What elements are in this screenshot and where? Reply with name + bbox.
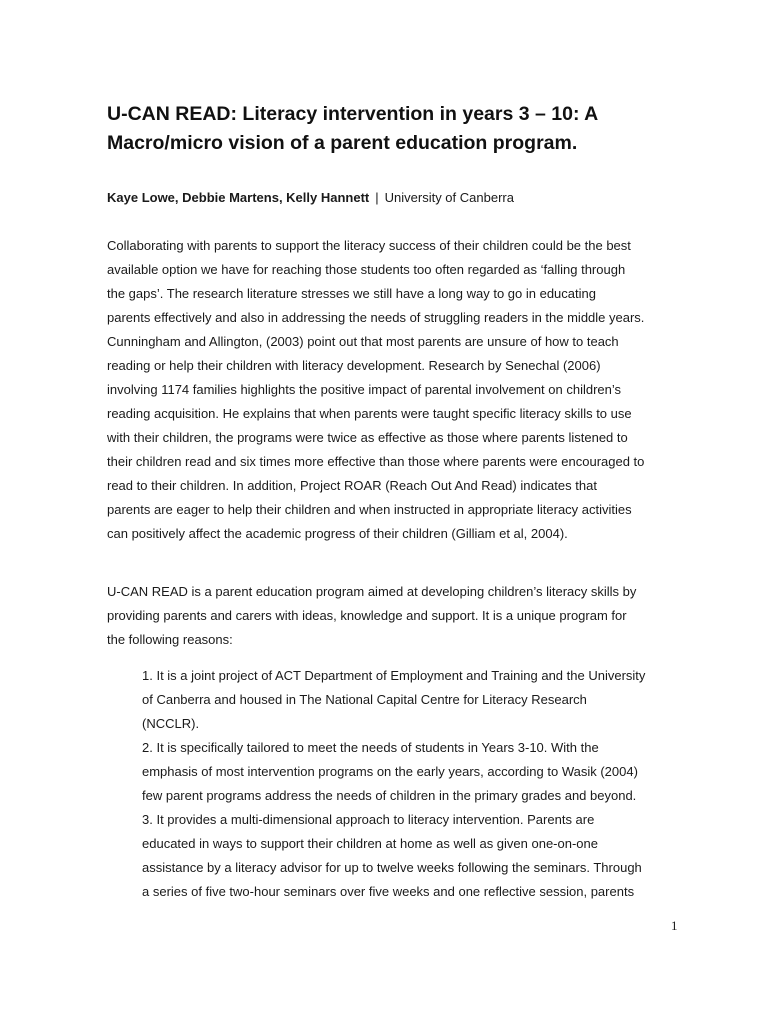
paragraph-line: read to their children. In addition, Project ROAR (Reach Out And Read) indicates that [107,478,597,493]
paragraph-program [107,580,687,652]
list-item [142,808,702,904]
authors: Kaye Lowe, Debbie Martens, Kelly Hannett [107,190,370,205]
paragraph-line: involving 1174 families highlights the positive impact of parental involvement on children’s [107,382,622,397]
paragraph-line: reading acquisition. He explains that when parents were taught specific literacy skills to use [107,406,632,421]
paragraph-line: available option we have for reaching those students too often regarded as ‘falling through [107,262,626,277]
paragraph-line: parents effectively and also in addressing the needs of struggling readers in the middle years. [107,310,645,325]
paragraph-line: U-CAN READ is a parent education program aimed at developing children’s literacy skills by [107,584,637,599]
list-item [142,664,702,736]
paragraph-line: providing parents and carers with ideas, knowledge and support. It is a unique program for [107,608,627,623]
title-line: Macro/micro vision of a parent education program. [107,132,578,154]
paragraph-line: Cunningham and Allington, (2003) point out that most parents are unsure of how to teach [107,334,619,349]
reasons-list [142,664,702,904]
paragraph-line: Collaborating with parents to support the literacy success of their children could be the best [107,238,631,253]
list-item [142,736,702,808]
document-title [107,100,667,158]
paragraph-line: parents are eager to help their children and when instructed in appropriate literacy activities [107,502,632,517]
list-item-line: 3. It provides a multi-dimensional approach to literacy intervention. Parents are [142,812,595,827]
page-number: 1 [671,918,678,933]
paragraph-line: the following reasons: [107,632,233,647]
paragraph-line: with their children, the programs were twice as effective as those where parents listened to [107,430,628,445]
paragraph-line: their children read and six times more effective than those where parents were encouraged to [107,454,645,469]
list-item-line: educated in ways to support their children at home as well as given one-on-one [142,836,598,851]
list-item-line: few parent programs address the needs of children in the primary grades and beyond. [142,788,637,803]
title-line: U-CAN READ: Literacy intervention in years 3 – 10: A [107,103,599,125]
paragraph-intro [107,234,687,546]
list-item-line: assistance by a literacy advisor for up to twelve weeks following the seminars. Through [142,860,642,875]
list-item-line: of Canberra and housed in The National Capital Centre for Literacy Research [142,692,587,707]
byline-separator: | [375,190,379,205]
list-item-line: a series of five two-hour seminars over five weeks and one reflective session, parents [142,884,635,899]
byline [107,189,514,207]
affiliation: University of Canberra [384,190,514,205]
paragraph-line: the gaps’. The research literature stresses we still have a long way to go in educating [107,286,596,301]
list-item-line: (NCCLR). [142,716,200,731]
list-item-line: 1. It is a joint project of ACT Department of Employment and Training and the University [142,668,646,683]
list-item-line: emphasis of most intervention programs on the early years, according to Wasik (2004) [142,764,638,779]
list-item-line: 2. It is specifically tailored to meet the needs of students in Years 3-10. With the [142,740,599,755]
paragraph-line: reading or help their children with literacy development. Research by Senechal (2006) [107,358,601,373]
paragraph-line: can positively affect the academic progress of their children (Gilliam et al, 2004). [107,526,568,541]
